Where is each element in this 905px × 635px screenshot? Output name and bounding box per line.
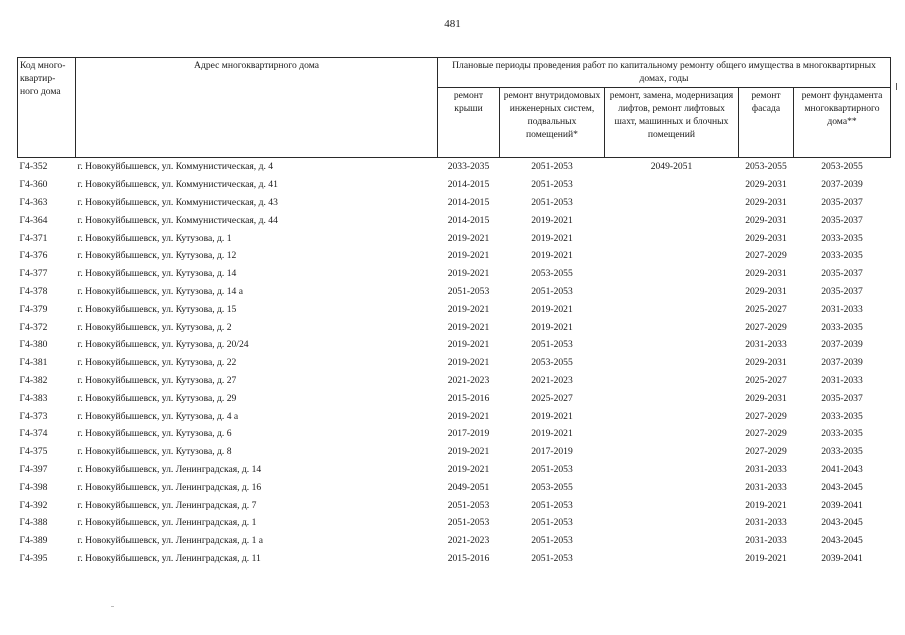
- roof-period-cell: 2019-2021: [447, 303, 490, 315]
- table-row: [18, 229, 891, 247]
- foundation-period-cell: 2043-2045: [821, 517, 863, 529]
- table-row: [18, 372, 891, 390]
- foundation-period-cell: 2033-2035: [821, 428, 863, 440]
- table-row: [18, 461, 891, 479]
- roof-period-cell: 2019-2021: [447, 268, 490, 280]
- scan-mark: [111, 606, 114, 607]
- table-row: [18, 532, 891, 550]
- house-code-cell: Г4-388: [19, 517, 48, 529]
- address-cell: г. Новокуйбышевск, ул. Кутузова, д. 29: [77, 392, 237, 404]
- house-code-cell: Г4-398: [19, 481, 48, 493]
- house-code-cell: Г4-360: [19, 179, 48, 191]
- address-cell: г. Новокуйбышевск, ул. Коммунистическая, д. 44: [77, 214, 278, 226]
- elevator-period-cell: [605, 514, 739, 532]
- house-code-cell: Г4-363: [19, 196, 48, 208]
- foundation-period-cell: 2033-2035: [821, 410, 863, 422]
- foundation-period-cell: 2035-2037: [821, 214, 863, 226]
- table-row: [18, 407, 891, 425]
- engineering-period-cell: 2053-2055: [531, 481, 573, 493]
- facade-period-cell: 2031-2033: [745, 517, 787, 529]
- elevator-period-cell: [605, 318, 739, 336]
- table-row: [18, 425, 891, 443]
- table-row: [18, 550, 891, 568]
- table-row: [18, 514, 891, 532]
- address-cell: г. Новокуйбышевск, ул. Ленинградская, д. 14: [77, 463, 262, 475]
- engineering-period-cell: 2051-2053: [531, 196, 573, 208]
- scan-mark: [896, 83, 897, 90]
- address-cell: г. Новокуйбышевск, ул. Кутузова, д. 8: [77, 446, 232, 458]
- facade-period-cell: 2019-2021: [745, 499, 787, 511]
- address-cell: г. Новокуйбышевск, ул. Кутузова, д. 14: [77, 268, 237, 280]
- elevator-period-cell: [605, 425, 739, 443]
- foundation-period-cell: 2037-2039: [821, 357, 863, 369]
- roof-period-cell: 2019-2021: [447, 463, 490, 475]
- table-row: [18, 247, 891, 265]
- table-row: [18, 176, 891, 194]
- house-code-cell: Г4-375: [19, 446, 48, 458]
- facade-period-cell: 2027-2029: [745, 446, 787, 458]
- engineering-period-cell: 2021-2023: [531, 374, 573, 386]
- elevator-period-cell: [605, 407, 739, 425]
- address-cell: г. Новокуйбышевск, ул. Ленинградская, д. 1 а: [77, 535, 264, 547]
- elevator-period-cell: [605, 283, 739, 301]
- header-foundation-repair: ремонт фундамента многоквартирного дома**: [794, 88, 891, 158]
- elevator-period-cell: [605, 336, 739, 354]
- address-cell: г. Новокуйбышевск, ул. Кутузова, д. 22: [77, 357, 237, 369]
- facade-period-cell: 2029-2031: [745, 392, 787, 404]
- engineering-period-cell: 2017-2019: [531, 446, 573, 458]
- elevator-period-cell: [605, 389, 739, 407]
- foundation-period-cell: 2039-2041: [821, 552, 863, 564]
- house-code-cell: Г4-352: [19, 161, 48, 173]
- foundation-period-cell: 2033-2035: [821, 250, 863, 262]
- address-cell: г. Новокуйбышевск, ул. Коммунистическая, д. 4: [77, 161, 274, 173]
- house-code-cell: Г4-371: [19, 232, 48, 244]
- house-code-cell: Г4-377: [19, 268, 48, 280]
- elevator-period-cell: [605, 247, 739, 265]
- foundation-period-cell: 2039-2041: [821, 499, 863, 511]
- engineering-period-cell: 2053-2055: [531, 357, 573, 369]
- table-row: [18, 318, 891, 336]
- table-row: [18, 389, 891, 407]
- facade-period-cell: 2029-2031: [745, 285, 787, 297]
- roof-period-cell: 2019-2021: [447, 446, 490, 458]
- house-code-cell: Г4-392: [19, 499, 48, 511]
- facade-period-cell: 2019-2021: [745, 552, 787, 564]
- table-row: [18, 443, 891, 461]
- facade-period-cell: 2027-2029: [745, 250, 787, 262]
- header-address: Адрес многоквартирного дома: [76, 58, 438, 158]
- table-body: [18, 158, 891, 568]
- roof-period-cell: 2019-2021: [447, 357, 490, 369]
- house-code-cell: Г4-372: [19, 321, 48, 333]
- elevator-period-cell: [605, 550, 739, 568]
- elevator-period-cell: [605, 300, 739, 318]
- facade-period-cell: 2031-2033: [745, 339, 787, 351]
- facade-period-cell: 2029-2031: [745, 357, 787, 369]
- engineering-period-cell: 2019-2021: [531, 250, 573, 262]
- roof-period-cell: 2051-2053: [447, 517, 490, 529]
- facade-period-cell: 2027-2029: [745, 410, 787, 422]
- elevator-period-cell: [605, 478, 739, 496]
- elevator-period-cell: [605, 176, 739, 194]
- facade-period-cell: 2027-2029: [745, 428, 787, 440]
- elevator-period-cell: [605, 265, 739, 283]
- foundation-period-cell: 2043-2045: [821, 481, 863, 493]
- address-cell: г. Новокуйбышевск, ул. Кутузова, д. 15: [77, 303, 237, 315]
- roof-period-cell: 2021-2023: [447, 374, 490, 386]
- foundation-period-cell: 2035-2037: [821, 392, 863, 404]
- engineering-period-cell: 2051-2053: [531, 517, 573, 529]
- facade-period-cell: 2025-2027: [745, 374, 787, 386]
- facade-period-cell: 2029-2031: [745, 232, 787, 244]
- foundation-period-cell: 2053-2055: [821, 161, 863, 173]
- facade-period-cell: 2029-2031: [745, 179, 787, 191]
- engineering-period-cell: 2025-2027: [531, 392, 573, 404]
- engineering-period-cell: 2019-2021: [531, 321, 573, 333]
- address-cell: г. Новокуйбышевск, ул. Кутузова, д. 6: [77, 428, 232, 440]
- engineering-period-cell: 2051-2053: [531, 339, 573, 351]
- facade-period-cell: 2029-2031: [745, 196, 787, 208]
- address-cell: г. Новокуйбышевск, ул. Кутузова, д. 20/24: [77, 339, 249, 351]
- address-cell: г. Новокуйбышевск, ул. Ленинградская, д. 16: [77, 481, 262, 493]
- address-cell: г. Новокуйбышевск, ул. Кутузова, д. 12: [77, 250, 237, 262]
- roof-period-cell: 2051-2053: [447, 499, 490, 511]
- elevator-period-cell: [605, 532, 739, 550]
- engineering-period-cell: 2051-2053: [531, 535, 573, 547]
- foundation-period-cell: 2041-2043: [821, 463, 863, 475]
- house-code-cell: Г4-381: [19, 357, 48, 369]
- roof-period-cell: 2019-2021: [447, 321, 490, 333]
- house-code-cell: Г4-382: [19, 374, 48, 386]
- foundation-period-cell: 2043-2045: [821, 535, 863, 547]
- engineering-period-cell: 2019-2021: [531, 410, 573, 422]
- foundation-period-cell: 2037-2039: [821, 179, 863, 191]
- foundation-period-cell: 2035-2037: [821, 196, 863, 208]
- engineering-period-cell: 2019-2021: [531, 303, 573, 315]
- address-cell: г. Новокуйбышевск, ул. Коммунистическая, д. 43: [77, 196, 278, 208]
- address-cell: г. Новокуйбышевск, ул. Коммунистическая, д. 41: [77, 179, 278, 191]
- table-row: [18, 158, 891, 176]
- table-row: [18, 283, 891, 301]
- facade-period-cell: 2031-2033: [745, 535, 787, 547]
- facade-period-cell: 2029-2031: [745, 268, 787, 280]
- elevator-period-cell: [605, 443, 739, 461]
- house-code-cell: Г4-379: [19, 303, 48, 315]
- header-elevator-repair: ремонт, замена, модернизация лифтов, ремонт лифтовых шахт, машинных и блочных помещений: [605, 88, 739, 158]
- table-row: [18, 478, 891, 496]
- house-code-cell: Г4-395: [19, 552, 48, 564]
- roof-period-cell: 2033-2035: [447, 161, 490, 173]
- elevator-period-cell: [605, 229, 739, 247]
- address-cell: г. Новокуйбышевск, ул. Кутузова, д. 1: [77, 232, 232, 244]
- house-code-cell: Г4-380: [19, 339, 48, 351]
- facade-period-cell: 2027-2029: [745, 321, 787, 333]
- header-engineering-systems-repair: ремонт внутридомовых инженерных систем, подвальных помещений*: [500, 88, 605, 158]
- address-cell: г. Новокуйбышевск, ул. Кутузова, д. 2: [77, 321, 232, 333]
- elevator-period-cell: [605, 461, 739, 479]
- foundation-period-cell: 2033-2035: [821, 321, 863, 333]
- header-planned-periods: Плановые периоды проведения работ по капитальному ремонту общего имущества в многоквартирных домах, годы: [438, 58, 891, 88]
- facade-period-cell: 2029-2031: [745, 214, 787, 226]
- elevator-period-cell: [605, 496, 739, 514]
- house-code-cell: Г4-374: [19, 428, 48, 440]
- roof-period-cell: 2021-2023: [447, 535, 490, 547]
- house-code-cell: Г4-376: [19, 250, 48, 262]
- table-row: [18, 211, 891, 229]
- table-row: [18, 354, 891, 372]
- roof-period-cell: 2019-2021: [447, 250, 490, 262]
- engineering-period-cell: 2019-2021: [531, 428, 573, 440]
- address-cell: г. Новокуйбышевск, ул. Ленинградская, д. 11: [77, 552, 261, 564]
- roof-period-cell: 2019-2021: [447, 339, 490, 351]
- address-cell: г. Новокуйбышевск, ул. Ленинградская, д. 1: [77, 517, 257, 529]
- foundation-period-cell: 2031-2033: [821, 303, 863, 315]
- address-cell: г. Новокуйбышевск, ул. Кутузова, д. 4 а: [77, 410, 239, 422]
- house-code-cell: Г4-373: [19, 410, 48, 422]
- engineering-period-cell: 2051-2053: [531, 285, 573, 297]
- elevator-period-cell: [605, 372, 739, 390]
- address-cell: г. Новокуйбышевск, ул. Ленинградская, д. 7: [77, 499, 257, 511]
- address-cell: г. Новокуйбышевск, ул. Кутузова, д. 27: [77, 374, 237, 386]
- engineering-period-cell: 2051-2053: [531, 463, 573, 475]
- foundation-period-cell: 2031-2033: [821, 374, 863, 386]
- address-cell: г. Новокуйбышевск, ул. Кутузова, д. 14 а: [77, 285, 243, 297]
- foundation-period-cell: 2033-2035: [821, 446, 863, 458]
- house-code-cell: Г4-383: [19, 392, 48, 404]
- elevator-period-cell: [605, 211, 739, 229]
- roof-period-cell: 2015-2016: [447, 552, 490, 564]
- table-row: [18, 496, 891, 514]
- roof-period-cell: 2017-2019: [447, 428, 490, 440]
- foundation-period-cell: 2035-2037: [821, 285, 863, 297]
- roof-period-cell: 2019-2021: [447, 232, 490, 244]
- page-number: 481: [444, 18, 461, 30]
- table-row: [18, 300, 891, 318]
- roof-period-cell: 2019-2021: [447, 410, 490, 422]
- header-roof-repair: ремонт крыши: [438, 88, 500, 158]
- engineering-period-cell: 2051-2053: [531, 499, 573, 511]
- facade-period-cell: 2025-2027: [745, 303, 787, 315]
- elevator-period-cell: [605, 354, 739, 372]
- house-code-cell: Г4-378: [19, 285, 48, 297]
- roof-period-cell: 2014-2015: [447, 179, 490, 191]
- foundation-period-cell: 2035-2037: [821, 268, 863, 280]
- facade-period-cell: 2053-2055: [745, 161, 787, 173]
- house-code-cell: Г4-397: [19, 463, 48, 475]
- table-row: [18, 336, 891, 354]
- table-header: [18, 58, 891, 158]
- house-code-cell: Г4-389: [19, 535, 48, 547]
- elevator-period-cell: 2049-2051: [650, 161, 693, 173]
- engineering-period-cell: 2051-2053: [531, 552, 573, 564]
- table-row: [18, 194, 891, 212]
- facade-period-cell: 2031-2033: [745, 463, 787, 475]
- capital-repair-schedule-table: [17, 57, 891, 567]
- roof-period-cell: 2014-2015: [447, 196, 490, 208]
- header-house-code: Код много-квартир-ного дома: [18, 58, 76, 158]
- elevator-period-cell: [605, 194, 739, 212]
- house-code-cell: Г4-364: [19, 214, 48, 226]
- roof-period-cell: 2015-2016: [447, 392, 490, 404]
- roof-period-cell: 2049-2051: [447, 481, 490, 493]
- foundation-period-cell: 2037-2039: [821, 339, 863, 351]
- table-row: [18, 265, 891, 283]
- foundation-period-cell: 2033-2035: [821, 232, 863, 244]
- engineering-period-cell: 2019-2021: [531, 232, 573, 244]
- facade-period-cell: 2031-2033: [745, 481, 787, 493]
- engineering-period-cell: 2019-2021: [531, 214, 573, 226]
- engineering-period-cell: 2051-2053: [531, 161, 573, 173]
- header-facade-repair: ремонт фасада: [739, 88, 794, 158]
- engineering-period-cell: 2051-2053: [531, 179, 573, 191]
- roof-period-cell: 2014-2015: [447, 214, 490, 226]
- engineering-period-cell: 2053-2055: [531, 268, 573, 280]
- roof-period-cell: 2051-2053: [447, 285, 490, 297]
